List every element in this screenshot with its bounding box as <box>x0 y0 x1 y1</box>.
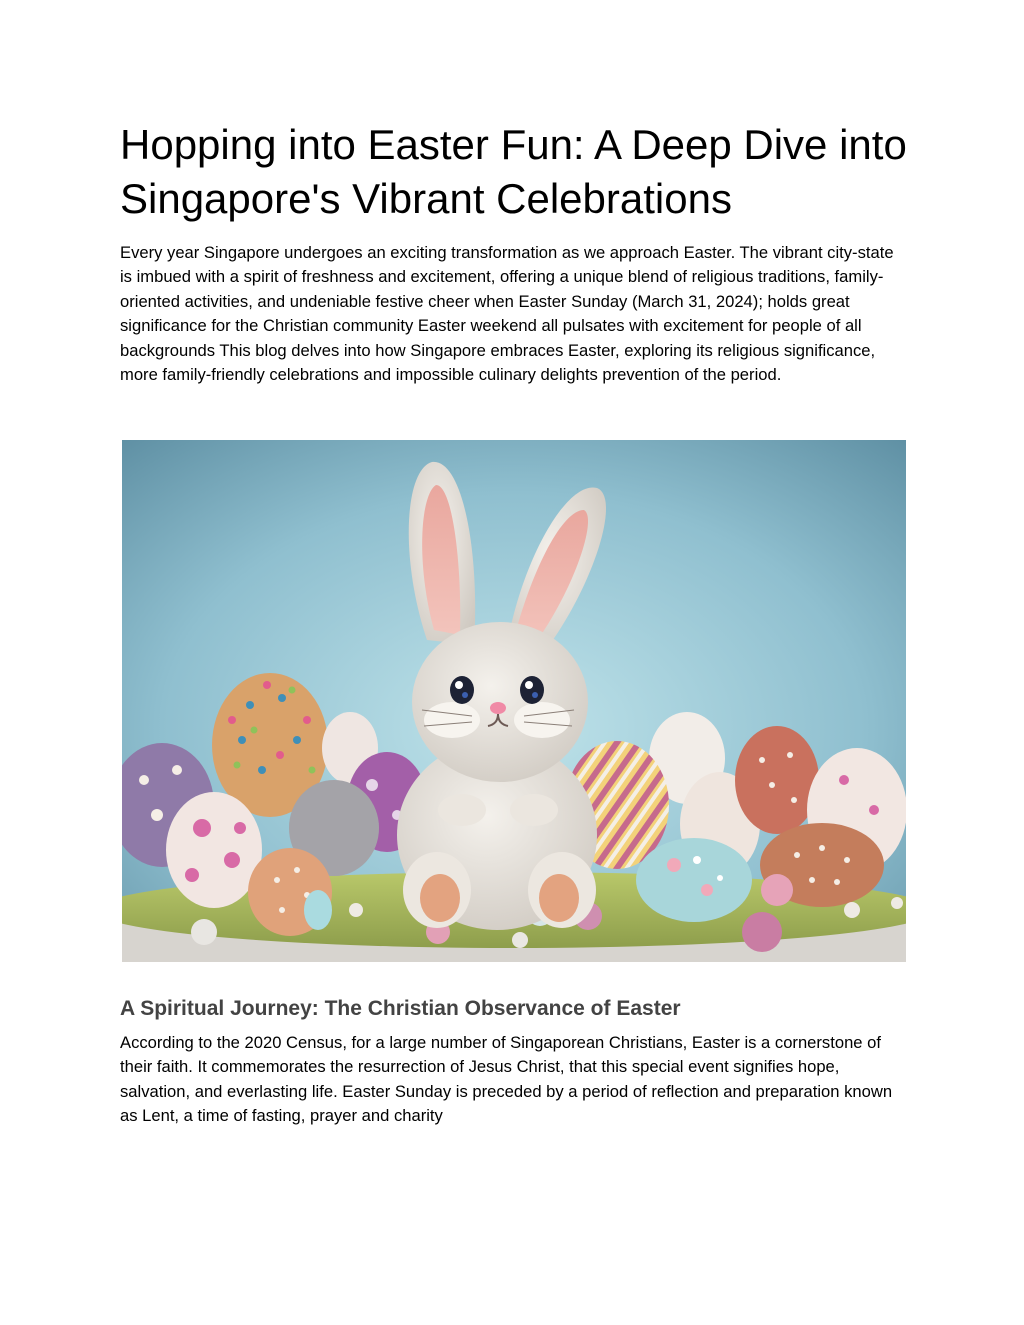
easter-bunny-illustration <box>122 440 906 962</box>
hero-image <box>122 440 906 962</box>
section-heading: A Spiritual Journey: The Christian Observance of Easter <box>120 997 681 1020</box>
article-title: Hopping into Easter Fun: A Deep Dive into Singapore's Vibrant Celebrations <box>120 121 907 222</box>
intro-paragraph: Every year Singapore undergoes an exciting transformation as we approach Easter. The vibrant city-state is imbued with a spirit of freshness and excitement, offering a unique blend of religious traditions, family-oriented activities, and undeniable festive cheer when Easter Sunday (March 31, 2024); holds great significance for the Christian community Easter weekend all pulsates with excitement for people of all backgrounds This blog delves into how Singapore embraces Easter, exploring its religious significance, more family-friendly celebrations and impossible culinary delights prevention of the period. <box>120 243 894 385</box>
section-body-paragraph: According to the 2020 Census, for a large number of Singaporean Christians, Easter is a cornerstone of their faith. It commemorates the resurrection of Jesus Christ, that this special event signifies hope, salvation, and everlasting life. Easter Sunday is preceded by a period of reflection and preparation known as Lent, a time of fasting, prayer and charity <box>120 1033 893 1126</box>
